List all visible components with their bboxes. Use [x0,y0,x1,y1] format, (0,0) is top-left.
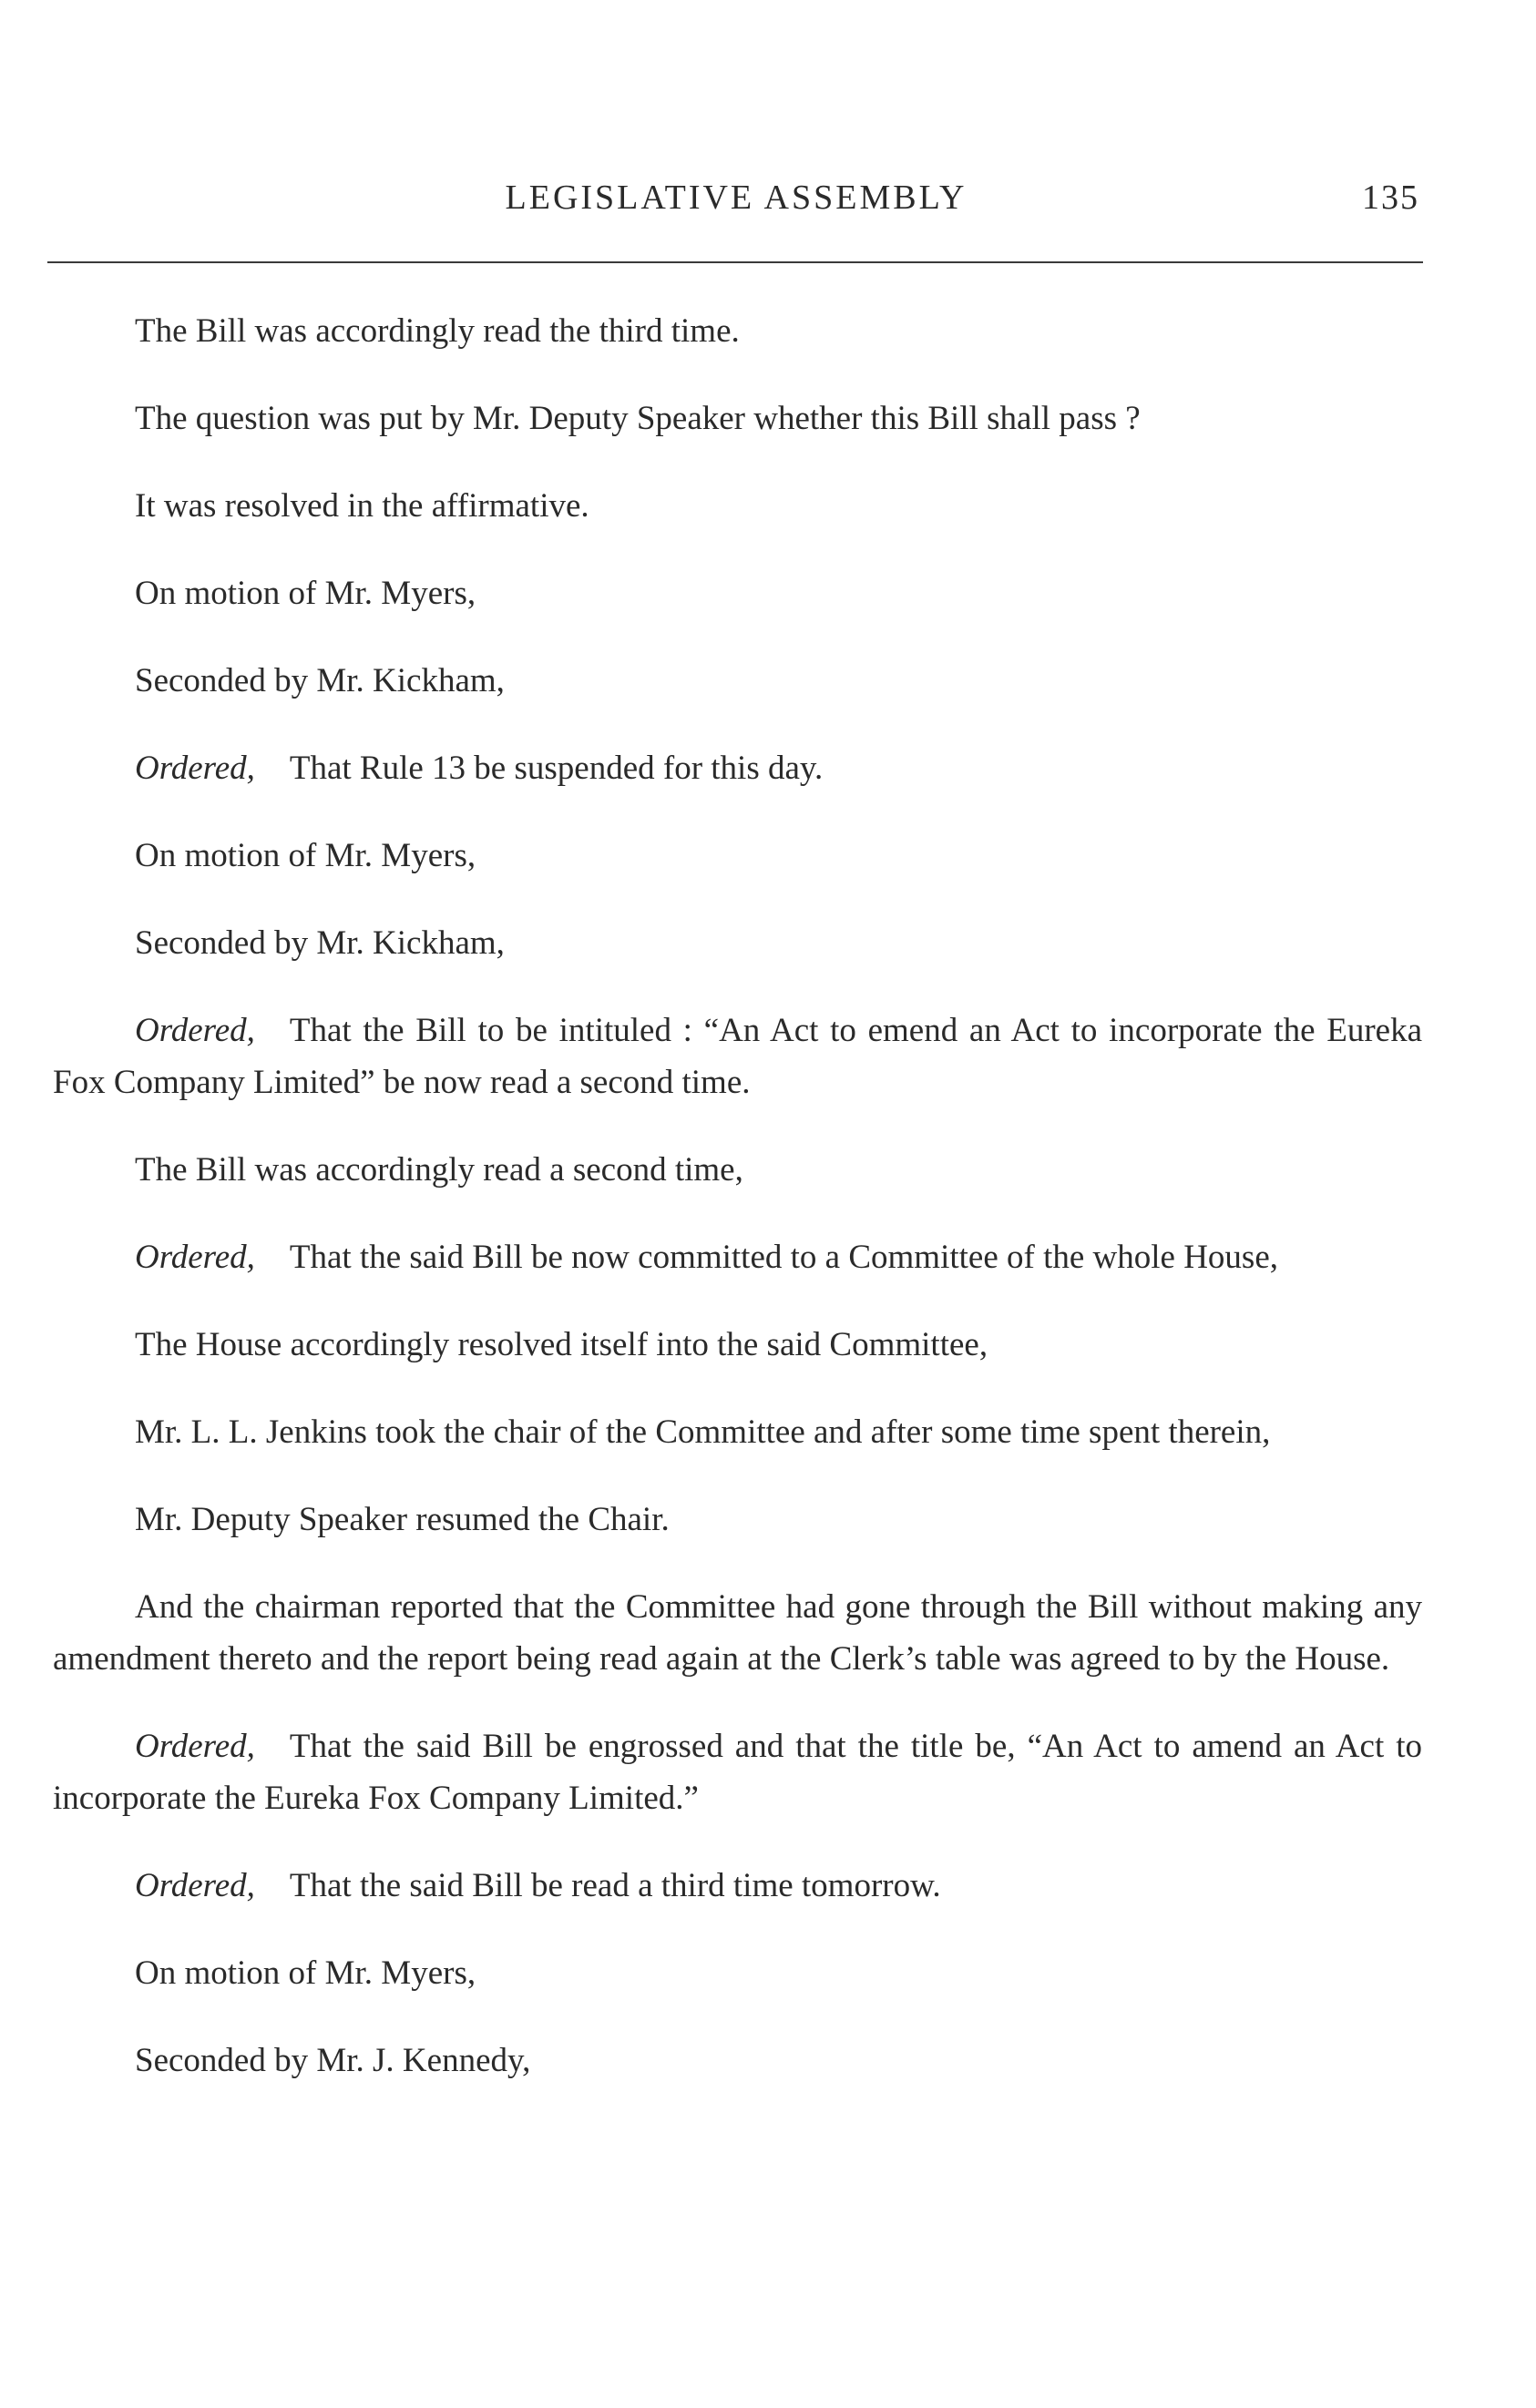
paragraph-text: The question was put by Mr. Deputy Speaker whether this Bill shall pass ? [135,400,1141,437]
ordered-label: Ordered, [135,750,255,787]
ordered-label: Ordered, [135,1012,255,1049]
paragraph-text: Seconded by Mr. Kickham, [135,924,505,962]
paragraph [53,305,1422,357]
paragraph [53,917,1422,969]
paragraph [53,830,1422,882]
paragraph-text: Seconded by Mr. J. Kennedy, [135,2042,531,2079]
paragraph-text: Mr. L. L. Jenkins took the chair of the Committee and after some time spent therein, [135,1413,1271,1451]
paragraph-text: That the Bill to be intituled : “An Act to emend an Act to incorporate the Eureka Fox Company Limited” be now read a second time. [53,1012,1422,1101]
paragraph-text: The Bill was accordingly read the third time. [135,312,740,350]
paragraph-text: That Rule 13 be suspended for this day. [289,750,824,787]
paragraph-text: And the chairman reported that the Committee had gone through the Bill without making any amendment thereto and the report being read again at the Clerk’s table was agreed to by the House. [53,1588,1422,1678]
ordered-label: Ordered, [135,1867,255,1904]
paragraph [53,655,1422,707]
paragraph [53,1581,1422,1685]
running-title: LEGISLATIVE ASSEMBLY [505,179,968,217]
paragraph-text: On motion of Mr. Myers, [135,575,476,612]
paragraph-text: That the said Bill be now committed to a Committee of the whole House, [289,1239,1278,1276]
page-body [53,305,1422,2087]
header-rule [47,261,1423,263]
paragraph [53,480,1422,532]
paragraph [53,393,1422,444]
paragraph [53,1947,1422,1999]
paragraph [53,1231,1422,1283]
paragraph [53,2035,1422,2087]
paragraph-text: On motion of Mr. Myers, [135,1954,476,1992]
paragraph [53,1319,1422,1371]
paragraph-text: That the said Bill be engrossed and that the title be, “An Act to amend an Act to incorporate the Eureka Fox Company Limited.” [53,1728,1422,1817]
paragraph [53,1144,1422,1196]
paragraph-text: Seconded by Mr. Kickham, [135,662,505,699]
ordered-label: Ordered, [135,1239,255,1276]
paragraph [53,742,1422,794]
paragraph-text: The House accordingly resolved itself into the said Committee, [135,1326,988,1363]
page-header [53,178,1419,232]
ordered-label: Ordered, [135,1728,255,1765]
paragraph-text: The Bill was accordingly read a second time, [135,1151,743,1189]
paragraph [53,1860,1422,1912]
paragraph-text: That the said Bill be read a third time tomorrow. [289,1867,941,1904]
paragraph [53,1406,1422,1458]
paragraph-text: It was resolved in the affirmative. [135,487,589,525]
paragraph [53,1494,1422,1546]
paragraph-text: On motion of Mr. Myers, [135,837,476,874]
page-number: 135 [1362,179,1419,217]
paragraph [53,1720,1422,1824]
paragraph [53,1005,1422,1108]
paragraph [53,567,1422,619]
paragraph-text: Mr. Deputy Speaker resumed the Chair. [135,1501,670,1538]
